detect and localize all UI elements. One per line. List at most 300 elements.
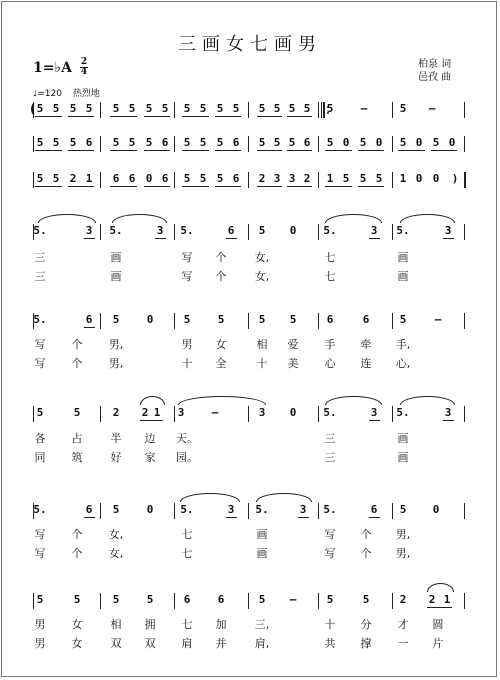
lyric-char: 园。 xyxy=(176,451,198,464)
beam-underline xyxy=(257,186,282,187)
note: 1 xyxy=(85,172,93,185)
barline xyxy=(33,172,34,188)
note: 5 xyxy=(128,136,136,149)
beam-underline xyxy=(325,150,352,151)
barline xyxy=(174,224,175,240)
lyric-char: 画 xyxy=(256,547,268,560)
barline xyxy=(318,136,319,152)
lyric-char: 三 xyxy=(324,432,336,445)
note: 6 xyxy=(217,593,225,606)
lyric-char: 十 xyxy=(256,357,268,370)
note: 5 xyxy=(199,136,207,149)
beam-underline xyxy=(35,150,62,151)
lyric-char: 同 xyxy=(34,451,46,464)
lyric-char: 相 xyxy=(110,618,122,631)
note: – xyxy=(434,313,442,326)
lyric-char: 写 xyxy=(324,528,336,541)
beam-underline xyxy=(287,116,312,117)
note: 3 xyxy=(227,503,235,516)
beam-underline xyxy=(358,150,384,151)
note: 5 xyxy=(273,102,281,115)
barline xyxy=(174,313,175,329)
beam-underline xyxy=(369,238,380,239)
beam-underline xyxy=(35,186,62,187)
composer: 邑孜 曲 xyxy=(418,72,452,83)
lyric-char: 写 xyxy=(34,547,46,560)
lyric-char: 画 xyxy=(397,432,409,445)
note: 5 xyxy=(112,593,120,606)
note: 5 xyxy=(288,136,296,149)
barline xyxy=(100,313,101,329)
beam-underline xyxy=(325,186,352,187)
note: 5 xyxy=(326,136,334,149)
note: 5 xyxy=(326,593,334,606)
lyric-char: 男, xyxy=(395,547,411,560)
lyric-char: 画 xyxy=(397,270,409,283)
beam-underline xyxy=(443,420,454,421)
beam-underline xyxy=(215,150,241,151)
note: 5. xyxy=(323,503,337,516)
lyric-char: 个 xyxy=(215,251,227,264)
lyric-char: 十 xyxy=(324,618,336,631)
beam-underline xyxy=(257,116,282,117)
note: 5 xyxy=(112,102,120,115)
note: 0 xyxy=(448,136,456,149)
beam-underline xyxy=(84,517,95,518)
note: 5 xyxy=(258,224,266,237)
note: 3 xyxy=(444,406,452,419)
note: 5 xyxy=(52,136,60,149)
lyric-char: 女, xyxy=(108,547,124,560)
barline xyxy=(33,593,34,609)
note: 5. xyxy=(396,406,410,419)
barline xyxy=(100,503,101,519)
note: 0 xyxy=(415,172,423,185)
barline xyxy=(464,136,465,152)
lyric-char: 片 xyxy=(432,637,444,650)
note: 5 xyxy=(342,172,350,185)
beam-underline xyxy=(287,150,312,151)
barline xyxy=(100,224,101,240)
lyric-char: 美 xyxy=(287,357,299,370)
barline xyxy=(33,136,34,152)
lyric-char: 七 xyxy=(181,528,193,541)
barline xyxy=(464,313,465,329)
lyric-char: 好 xyxy=(110,451,122,464)
barline xyxy=(464,593,465,609)
beam-underline xyxy=(298,517,309,518)
lyric-char: 女, xyxy=(254,270,270,283)
beam-underline xyxy=(182,186,209,187)
lyric-char: 并 xyxy=(215,637,227,650)
note: 2 xyxy=(112,406,120,419)
barline xyxy=(248,593,249,609)
note: 5 xyxy=(128,102,136,115)
lyric-char: 筑 xyxy=(71,451,83,464)
lyric-char: 写 xyxy=(181,251,193,264)
note: – xyxy=(360,102,368,115)
lyric-char: 七 xyxy=(324,251,336,264)
beam-underline xyxy=(144,150,170,151)
slur xyxy=(140,396,165,405)
lyric-char: 男, xyxy=(108,357,124,370)
barline xyxy=(392,136,393,152)
barline xyxy=(174,102,175,118)
time-top: 2 xyxy=(80,57,88,67)
slur xyxy=(38,214,96,223)
lyric-char: 心 xyxy=(324,357,336,370)
note: 5 xyxy=(161,102,169,115)
lyric-char: 三 xyxy=(34,270,46,283)
note: 5 xyxy=(232,102,240,115)
lyric-char: 双 xyxy=(144,637,156,650)
note: 6 xyxy=(128,172,136,185)
lyric-char: 牵 xyxy=(360,338,372,351)
note: 3 xyxy=(370,224,378,237)
lyric-char: 女 xyxy=(71,618,83,631)
note: 5 xyxy=(326,102,334,115)
barline xyxy=(318,503,319,519)
barline xyxy=(392,503,393,519)
barline xyxy=(248,136,249,152)
note: 5 xyxy=(52,172,60,185)
barline xyxy=(248,313,249,329)
note: 5 xyxy=(399,102,407,115)
note: ) xyxy=(451,172,459,185)
final-barline xyxy=(464,172,466,188)
slur xyxy=(256,493,312,502)
lyric-char: 半 xyxy=(110,432,122,445)
note: 6 xyxy=(303,136,311,149)
barline xyxy=(100,593,101,609)
note: – xyxy=(211,406,219,419)
note: 5 xyxy=(73,593,81,606)
paren-open: ( xyxy=(30,102,36,116)
barline xyxy=(248,503,249,519)
lyric-char: 女, xyxy=(108,528,124,541)
beam-underline xyxy=(110,186,137,187)
barline xyxy=(318,102,319,118)
lyric-char: 七 xyxy=(181,547,193,560)
lyric-char: 画 xyxy=(397,451,409,464)
lyric-char: 画 xyxy=(397,251,409,264)
slur xyxy=(325,396,382,405)
note: 0 xyxy=(289,406,297,419)
note: 6 xyxy=(112,172,120,185)
note: 0 xyxy=(145,172,153,185)
note: – xyxy=(289,593,297,606)
note: 3 xyxy=(258,406,266,419)
song-title: 三画女七画男 xyxy=(178,34,322,55)
note: 0 xyxy=(146,313,154,326)
lyric-char: 写 xyxy=(324,547,336,560)
slur xyxy=(400,214,455,223)
note: 5 xyxy=(216,102,224,115)
note: 5 xyxy=(303,102,311,115)
note: 5 xyxy=(69,102,77,115)
note: 5 xyxy=(359,172,367,185)
lyric-char: 个 xyxy=(71,547,83,560)
note: 0 xyxy=(432,503,440,516)
beam-underline xyxy=(35,116,62,117)
note: 2 xyxy=(399,593,407,606)
lyric-char: 写 xyxy=(34,338,46,351)
beam-underline xyxy=(427,607,452,608)
beam-underline xyxy=(140,420,163,421)
lyric-char: 个 xyxy=(71,357,83,370)
note: 5 xyxy=(112,503,120,516)
note: 5 xyxy=(258,593,266,606)
repeat-barline xyxy=(323,102,325,118)
note: 6 xyxy=(370,503,378,516)
note: 5 xyxy=(432,136,440,149)
note: 0 xyxy=(415,136,423,149)
lyric-char: 三 xyxy=(34,251,46,264)
lyric-char: 肩, xyxy=(254,637,270,650)
lyric-char: 占 xyxy=(71,432,83,445)
note: 5 xyxy=(69,136,77,149)
barline xyxy=(248,172,249,188)
note: 5. xyxy=(323,224,337,237)
barline xyxy=(248,224,249,240)
lyric-char: 男 xyxy=(34,637,46,650)
lyric-char: 爱 xyxy=(287,338,299,351)
note: 6 xyxy=(326,313,334,326)
barline xyxy=(464,406,465,422)
lyric-char: 圆 xyxy=(432,618,444,631)
lyric-char: 个 xyxy=(360,528,372,541)
note: 5 xyxy=(217,313,225,326)
note: 5 xyxy=(73,406,81,419)
beam-underline xyxy=(443,238,454,239)
beam-underline xyxy=(68,186,94,187)
note: 5. xyxy=(33,313,47,326)
barline xyxy=(174,593,175,609)
lyric-char: 三 xyxy=(324,451,336,464)
barline xyxy=(392,313,393,329)
barline xyxy=(174,503,175,519)
lyric-char: 写 xyxy=(181,270,193,283)
note: 5 xyxy=(36,136,44,149)
note: 5 xyxy=(375,172,383,185)
note: 6 xyxy=(85,136,93,149)
lyric-char: 一 xyxy=(397,637,409,650)
lyric-char: 心, xyxy=(395,357,411,370)
barline xyxy=(318,224,319,240)
lyric-char: 女, xyxy=(254,251,270,264)
barline xyxy=(318,172,319,188)
lyric-char: 画 xyxy=(256,528,268,541)
note: 0 xyxy=(146,503,154,516)
barline xyxy=(464,102,465,118)
beam-underline xyxy=(182,150,209,151)
barline xyxy=(33,406,34,422)
beam-underline xyxy=(215,116,241,117)
beam-underline xyxy=(68,150,94,151)
note: 6 xyxy=(232,136,240,149)
key-signature: 1=♭A xyxy=(33,60,72,76)
note: 0 xyxy=(375,136,383,149)
expression: 热烈地 xyxy=(72,89,100,99)
note: 5. xyxy=(33,503,47,516)
lyric-char: 各 xyxy=(34,432,46,445)
slur xyxy=(178,396,266,405)
beam-underline xyxy=(84,327,95,328)
lyric-char: 手 xyxy=(324,338,336,351)
slur xyxy=(112,214,167,223)
lyric-char: 女 xyxy=(215,338,227,351)
note: 5. xyxy=(396,224,410,237)
note: 5 xyxy=(146,593,154,606)
slur xyxy=(427,583,454,592)
note: 5 xyxy=(183,136,191,149)
beam-underline xyxy=(369,517,380,518)
note: 6 xyxy=(161,172,169,185)
barline xyxy=(174,172,175,188)
beam-underline xyxy=(226,517,237,518)
note: 5. xyxy=(180,503,194,516)
note: 0 xyxy=(342,136,350,149)
note: 2 xyxy=(141,406,149,419)
beam-underline xyxy=(155,238,166,239)
note: 0 xyxy=(289,224,297,237)
lyric-char: 画 xyxy=(110,251,122,264)
note: 0 xyxy=(432,172,440,185)
beam-underline xyxy=(68,116,94,117)
note: 5 xyxy=(112,313,120,326)
barline xyxy=(100,406,101,422)
lyric-char: 连 xyxy=(360,357,372,370)
time-bottom: 4 xyxy=(80,67,88,77)
note: 3 xyxy=(444,224,452,237)
lyric-char: 男, xyxy=(395,528,411,541)
note: 5 xyxy=(199,172,207,185)
lyric-char: 男, xyxy=(108,338,124,351)
barline xyxy=(392,593,393,609)
beam-underline xyxy=(215,186,241,187)
note: 2 xyxy=(428,593,436,606)
lyric-char: 个 xyxy=(71,338,83,351)
barline xyxy=(248,102,249,118)
barline xyxy=(100,172,101,188)
note: 5 xyxy=(216,172,224,185)
note: 5 xyxy=(216,136,224,149)
lyric-char: 三, xyxy=(254,618,270,631)
lyric-char: 写 xyxy=(34,357,46,370)
barline xyxy=(100,136,101,152)
lyric-char: 分 xyxy=(360,618,372,631)
beam-underline xyxy=(144,116,170,117)
beam-underline xyxy=(84,238,95,239)
lyricist: 柏泉 词 xyxy=(418,59,452,70)
note: – xyxy=(428,102,436,115)
repeat-barline xyxy=(321,102,322,118)
note: 6 xyxy=(85,313,93,326)
beam-underline xyxy=(226,238,237,239)
slur xyxy=(325,214,382,223)
note: 6 xyxy=(85,503,93,516)
note: 5 xyxy=(258,136,266,149)
note: 1 xyxy=(443,593,451,606)
note: 5 xyxy=(399,313,407,326)
tempo-value: ♩=120 xyxy=(33,89,62,99)
note: 5 xyxy=(399,503,407,516)
beam-underline xyxy=(358,186,384,187)
lyric-char: 画 xyxy=(110,270,122,283)
slur xyxy=(180,493,240,502)
barline xyxy=(464,503,465,519)
note: 1 xyxy=(399,172,407,185)
note: 5 xyxy=(258,102,266,115)
lyric-char: 撑 xyxy=(360,637,372,650)
note: 3 xyxy=(370,406,378,419)
note: 5 xyxy=(112,136,120,149)
barline xyxy=(392,406,393,422)
note: 5 xyxy=(36,102,44,115)
note: 5 xyxy=(362,593,370,606)
note: 6 xyxy=(183,593,191,606)
lyric-char: 才 xyxy=(397,618,409,631)
lyric-char: 写 xyxy=(34,528,46,541)
beam-underline xyxy=(144,186,170,187)
barline xyxy=(392,172,393,188)
note: 5 xyxy=(273,136,281,149)
note: 5 xyxy=(199,102,207,115)
note: 3 xyxy=(299,503,307,516)
note: 5. xyxy=(109,224,123,237)
note: 5 xyxy=(85,102,93,115)
lyric-char: 男 xyxy=(34,618,46,631)
lyric-char: 拥 xyxy=(144,618,156,631)
lyric-char: 十 xyxy=(181,357,193,370)
lyric-char: 个 xyxy=(71,528,83,541)
barline xyxy=(318,313,319,329)
note: 3 xyxy=(156,224,164,237)
note: 1 xyxy=(153,406,161,419)
barline xyxy=(174,136,175,152)
note: 6 xyxy=(161,136,169,149)
beam-underline xyxy=(369,420,380,421)
note: 3 xyxy=(288,172,296,185)
note: 6 xyxy=(232,172,240,185)
note: 5. xyxy=(33,224,47,237)
lyric-char: 手, xyxy=(395,338,411,351)
barline xyxy=(174,406,175,422)
lyric-char: 天。 xyxy=(176,432,198,445)
beam-underline xyxy=(110,116,137,117)
note: 5 xyxy=(183,102,191,115)
note: 5 xyxy=(36,593,44,606)
lyric-char: 肩 xyxy=(181,637,193,650)
beam-underline xyxy=(398,150,425,151)
note: 5. xyxy=(323,406,337,419)
lyric-char: 七 xyxy=(181,618,193,631)
lyric-char: 相 xyxy=(256,338,268,351)
lyric-char: 边 xyxy=(144,432,156,445)
note: 5 xyxy=(36,406,44,419)
note: 5 xyxy=(52,102,60,115)
note: 5 xyxy=(288,102,296,115)
note: 1 xyxy=(326,172,334,185)
lyric-char: 女 xyxy=(71,637,83,650)
lyric-char: 个 xyxy=(215,270,227,283)
note: 5 xyxy=(359,136,367,149)
note: 2 xyxy=(258,172,266,185)
lyric-char: 双 xyxy=(110,637,122,650)
barline xyxy=(248,406,249,422)
note: 5 xyxy=(36,172,44,185)
barline xyxy=(318,406,319,422)
